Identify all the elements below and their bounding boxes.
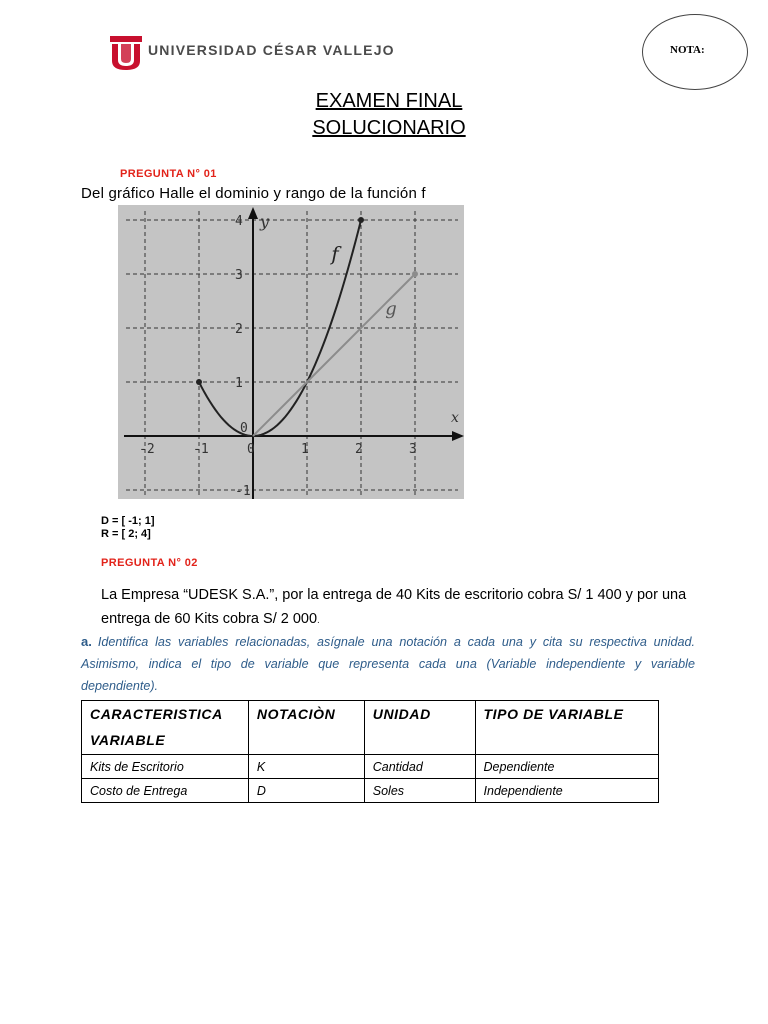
series-g-endpoint (412, 271, 418, 277)
question-1-text: Del gráfico Halle el dominio y rango de la función f (81, 185, 426, 202)
answer-domain: D = [ -1; 1] (101, 515, 155, 527)
logo-emblem-icon (110, 36, 142, 70)
y-tick-label: -1 (235, 484, 251, 499)
table-cell: Costo de Entrega (82, 779, 249, 803)
series-g-label: g (385, 298, 397, 320)
question-2-body: La Empresa “UDESK S.A.”, por la entrega de 40 Kits de escritorio cobra S/ 1 400 y por una entrega de 60 Kits cobra S/ 2 000 (101, 587, 687, 627)
question-2-period: . (317, 615, 320, 626)
grade-label: NOTA: (670, 44, 705, 56)
header-unit: UNIDAD (364, 701, 475, 755)
part-a-instructions (81, 631, 695, 697)
y-tick-label: 0 (240, 421, 248, 436)
answer-range: R = [ 2; 4] (101, 528, 151, 540)
part-a-letter: a. (81, 634, 92, 649)
table-cell: Cantidad (364, 755, 475, 779)
table-row (82, 755, 659, 779)
header-notation: NOTACIÒN (248, 701, 364, 755)
table-cell: Dependiente (475, 755, 658, 779)
table-cell: Independiente (475, 779, 658, 803)
variables-table (81, 700, 659, 803)
x-tick-label: 0 (247, 442, 255, 457)
y-tick-label: 2 (235, 322, 243, 337)
header-characteristic: CARACTERISTICA VARIABLE (82, 701, 249, 755)
series-f-endpoint (358, 217, 364, 223)
part-a-text: Identifica las variables relacionadas, asígnale una notación a cada una y cita su respectiva unidad. Asimismo, indica el tipo de variable que representa cada una (Variable independiente y variable dependiente). (81, 635, 695, 693)
y-tick-label: 3 (235, 268, 243, 283)
function-graph (118, 205, 464, 499)
x-axis-label: x (451, 410, 459, 426)
series-f-endpoint (196, 379, 202, 385)
exam-title: EXAMEN FINAL (315, 90, 463, 112)
exam-subtitle: SOLUCIONARIO (312, 117, 466, 139)
table-row (82, 779, 659, 803)
x-tick-label: -1 (193, 442, 209, 457)
y-tick-label: 4 (235, 214, 243, 229)
university-name: UNIVERSIDAD CÉSAR VALLEJO (148, 42, 395, 58)
table-cell: D (248, 779, 364, 803)
table-header-row (82, 701, 659, 755)
x-tick-label: -2 (139, 442, 155, 457)
question-1-label: PREGUNTA N° 01 (120, 168, 217, 180)
table-cell: K (248, 755, 364, 779)
x-tick-label: 1 (301, 442, 309, 457)
header-variable-type: TIPO DE VARIABLE (475, 701, 658, 755)
table-cell: Soles (364, 779, 475, 803)
question-2-label: PREGUNTA N° 02 (101, 557, 198, 569)
x-tick-label: 2 (355, 442, 363, 457)
question-2-text (101, 583, 701, 633)
x-tick-label: 3 (409, 442, 417, 457)
table-cell: Kits de Escritorio (82, 755, 249, 779)
series-f-label: f (331, 241, 339, 266)
y-tick-label: 1 (235, 376, 243, 391)
y-axis-label: y (260, 212, 270, 231)
